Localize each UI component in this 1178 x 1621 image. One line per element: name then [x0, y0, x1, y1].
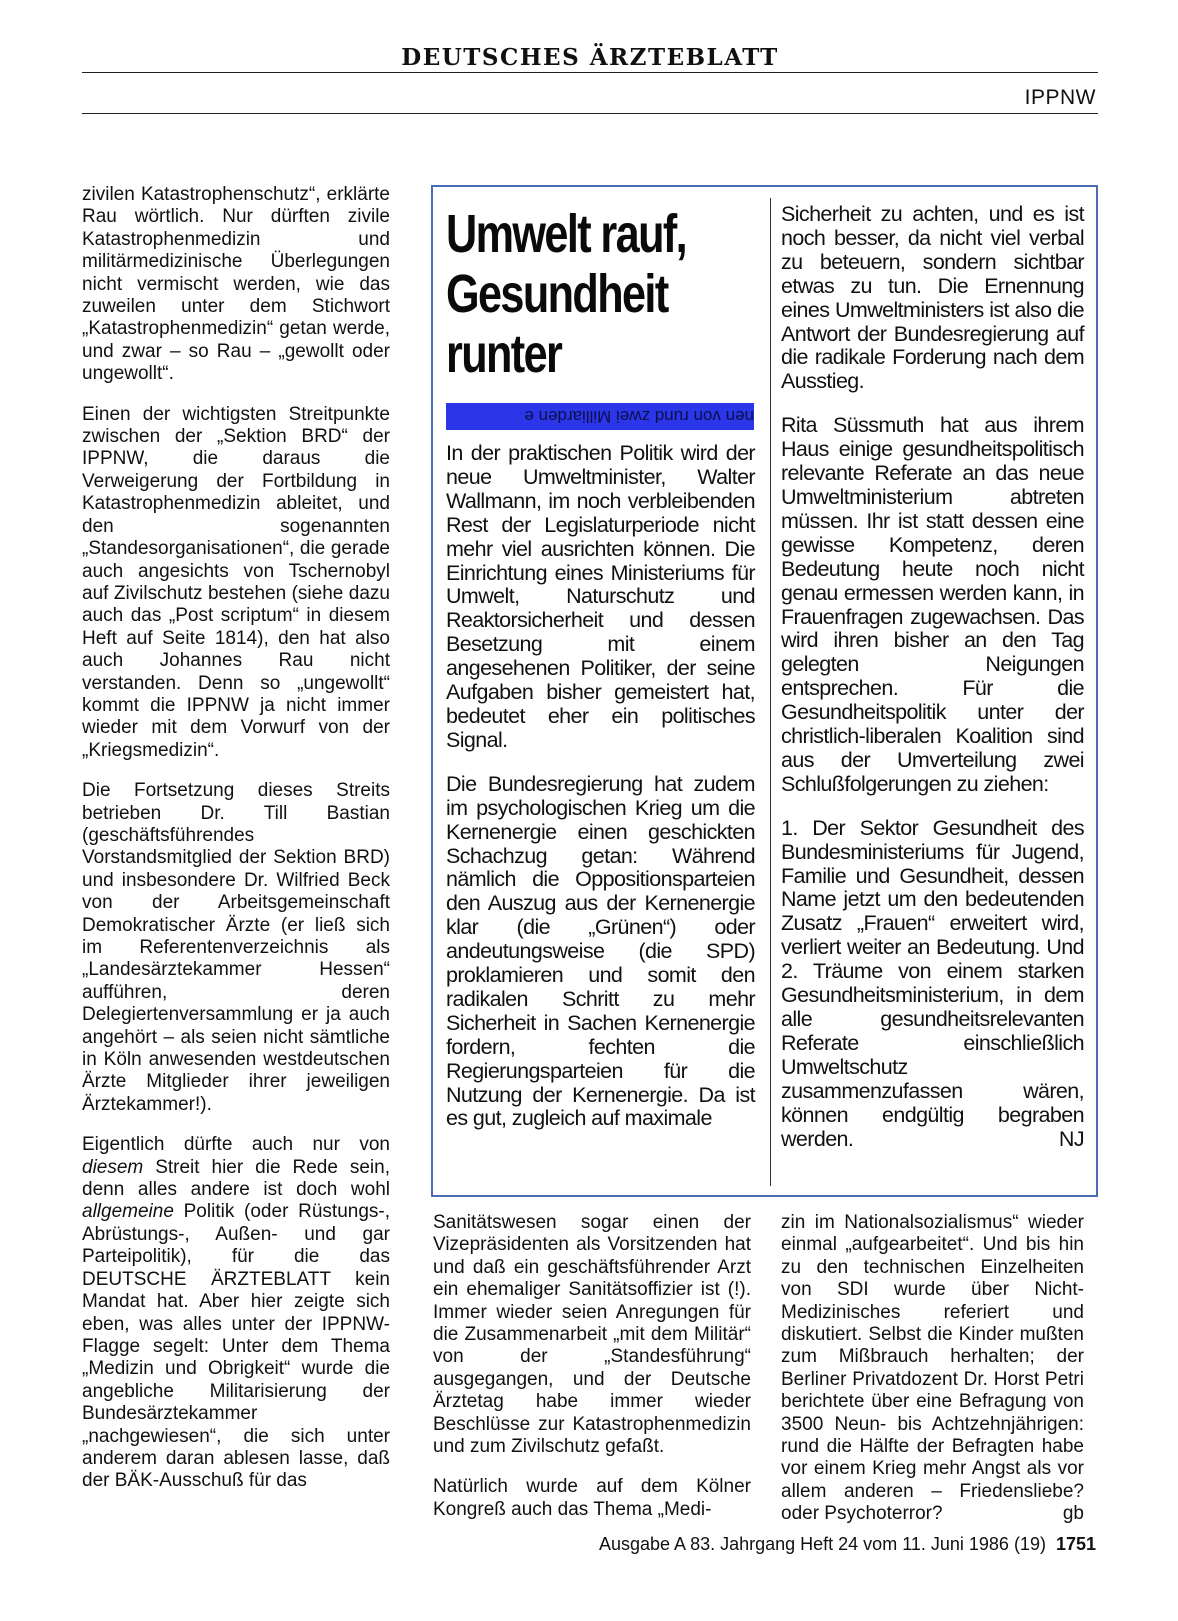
paragraph: Sicherheit zu achten, und es ist noch besser, da nicht viel verbal zu beteuern, sondern sichtbar etwas zu tun. Die Ernennung eines Umweltministers ist also die Antwort der Bundesregierung auf die radikale Forderung nach dem Ausstieg.	[781, 202, 1084, 394]
section-rule	[82, 113, 1098, 114]
issue-info: Ausgabe A 83. Jahrgang Heft 24 vom 11. Juni 1986 (19)	[598, 1534, 1046, 1554]
left-column	[82, 184, 390, 1493]
paragraph: zivilen Katastrophenschutz“, erklärte Rau wörtlich. Nur dürften zivile Katastrophenmedizin und militärmedizinische Überlegungen nicht vermischt werden, wie das zuweilen unter dem Stichwort „Katastrophenmedizin“ getan werde, und zwar – so Rau – „gewollt oder ungewollt“.	[82, 184, 390, 385]
paragraph	[781, 1212, 1084, 1526]
headline-line: runter	[446, 324, 562, 384]
text-run: zin im Nationalsozialismus“ wieder einmal „aufgearbeitet“. Und bis hin zu den technischen Einzelheiten von SDI wurde über Nicht-Medizinisches referiert und diskutiert. Selbst die Kinder mußten zum Mißbrauch herhalten; der Berliner Privatdozent Dr. Horst Petri berichtete über eine Befragung von 3500 Neun- bis Achtzehnjährigen: rund die Hälfte der Befragten habe vor einem Krieg mehr Angst als vor allem anderen – Friedensliebe? oder Psychoterror?	[781, 1212, 1084, 1525]
emphasis: diesem	[82, 1156, 144, 1178]
paragraph: In der praktischen Politik wird der neue Umweltminister, Walter Wallmann, im noch verbleibenden Rest der Legislaturperiode nicht mehr viel ausrichten können. Die Einrichtung eines Ministeriums für Umwelt, Naturschutz und Reaktorsicherheit und dessen Besetzung mit einem angesehenen Politiker, der seine Aufgaben bisher gemeistert hat, bedeutet eher ein politisches Signal.	[446, 441, 755, 752]
mirrored-text-bar	[446, 403, 754, 430]
text-run: 1. Der Sektor Gesundheit des Bundesministeriums für Jugend, Familie und Gesundheit, dessen Name jetzt um den bedeutenden Zusatz „Frauen“ erweitert wird, verliert weiter an Bedeutung. Und 2. Träume von einem starken Gesundheitsministerium, in dem alle gesundheitsrelevanten Referate einschließlich Umweltschutz zusammenzufassen wären, können endgültig begraben werden.	[781, 815, 1084, 1151]
author-initials: NJ	[1058, 1126, 1084, 1151]
box-column-2	[781, 203, 1084, 1151]
box-column-divider	[770, 198, 771, 1186]
headline-line: Umwelt rauf,	[446, 204, 687, 264]
emphasis: allgemeine	[82, 1201, 174, 1223]
paragraph: Einen der wichtigsten Streitpunkte zwischen der „Sektion BRD“ der IPPNW, die daraus die Verweigerung der Fortbildung in Katastrophenmedizin ableitet, und den sogenannten „Standesorganisationen“, die gerade auch angesichts von Tschernobyl auf Zivilschutz bestehen (siehe dazu auch das „Post scriptum“ in diesem Heft auf Seite 1814), den hat also auch Johannes Rau nicht verstanden. Denn so „ungewollt“ kommt die IPPNW ja nicht immer wieder mit dem Vorwurf von der „Kriegsmedizin“.	[82, 403, 390, 761]
paragraph: Die Bundesregierung hat zudem im psychologischen Krieg um die Kernenergie einen geschickten Schachzug getan: Während nämlich die Oppositionsparteien den Auszug aus der Kernenergie klar (die „Grünen“) oder andeutungsweise (die SPD) proklamieren und somit den radikalen Schritt zu mehr Sicherheit in Sachen Kernenergie fordern, fechten die Regierungsparteien für die Nutzung der Kernenergie. Da ist es gut, zugleich auf maximale	[446, 771, 755, 1131]
box-column-1	[446, 442, 755, 1131]
paragraph	[781, 817, 1084, 1152]
right-column	[781, 1212, 1084, 1526]
middle-column	[433, 1212, 751, 1521]
masthead: DEUTSCHES ÄRZTEBLATT	[401, 44, 779, 71]
paragraph: Natürlich wurde auf dem Kölner Kongreß auch das Thema „Medi-	[433, 1476, 751, 1520]
text-run: Eigentlich dürfte auch nur von	[82, 1134, 390, 1156]
headline-line: Gesundheit	[446, 264, 668, 324]
page-number: 1751	[1055, 1534, 1096, 1554]
text-run: Politik (oder Rüstungs-, Abrüstungs-, Außen- und gar Parteipolitik), für die das DEUTSCHE ÄRZTEBLATT kein Mandat hat. Aber hier zeigte sich eben, was alles unter der IPPNW-Flagge segelt: Unter dem Thema „Medizin und Obrigkeit“ wurde die angebliche Militarisierung der Bundesärztekammer „nachgewiesen“, die sich unter anderem daran ablesen lasse, daß der BÄK-Ausschuß für das	[82, 1201, 390, 1492]
paragraph: Die Fortsetzung dieses Streits betrieben Dr. Till Bastian (geschäftsführendes Vorstandsmitglied der Sektion BRD) und insbesondere Dr. Wilfried Beck von der Arbeitsgemeinschaft Demokratischer Ärzte (er ließ sich im Referentenverzeichnis als „Landesärztekammer Hessen“ aufführen, deren Delegiertenversammlung er ja auch angehört – als seien nicht sämtliche in Köln anwesenden westdeutschen Ärzte Mitglieder ihrer jeweiligen Ärztekammer!).	[82, 780, 390, 1115]
paragraph	[82, 1134, 390, 1493]
paragraph: Sanitätswesen sogar einen der Vizepräsidenten als Vorsitzenden hat und daß ein geschäftsführender Arzt ein ehemaliger Sanitätsoffizier ist (!). Immer wieder seien Anregungen für die Zusammenarbeit „mit dem Militär“ von der „Standesführung“ ausgegangen, und der Deutsche Ärztetag habe immer wieder Beschlüsse zur Katastrophenmedizin und zum Zivilschutz gefaßt.	[433, 1212, 751, 1458]
mirrored-bar-text: nen von rund zwei Milliarden e	[524, 407, 754, 426]
section-label: IPPNW	[1024, 86, 1096, 109]
text-run: Streit hier die Rede sein, denn alles andere ist doch wohl	[82, 1156, 390, 1201]
commentary-headline	[446, 204, 686, 384]
author-initials: gb	[1062, 1503, 1084, 1525]
masthead-rule	[82, 72, 1098, 73]
paragraph: Rita Süssmuth hat aus ihrem Haus einige gesundheitspolitisch relevante Referate an das neue Umweltministerium abtreten müssen. Ihr ist statt dessen eine gewisse Kompetenz, deren Bedeutung heute noch nicht genau ermessen werden kann, in Frauenfragen zugewachsen. Das wird ihren bisher an den Tag gelegten Neigungen entsprechen. Für die Gesundheitspolitik unter der christlich-liberalen Koalition sind aus der Umverteilung zwei Schlußfolgerungen zu ziehen:	[781, 413, 1084, 796]
page-footer	[599, 1534, 1096, 1555]
